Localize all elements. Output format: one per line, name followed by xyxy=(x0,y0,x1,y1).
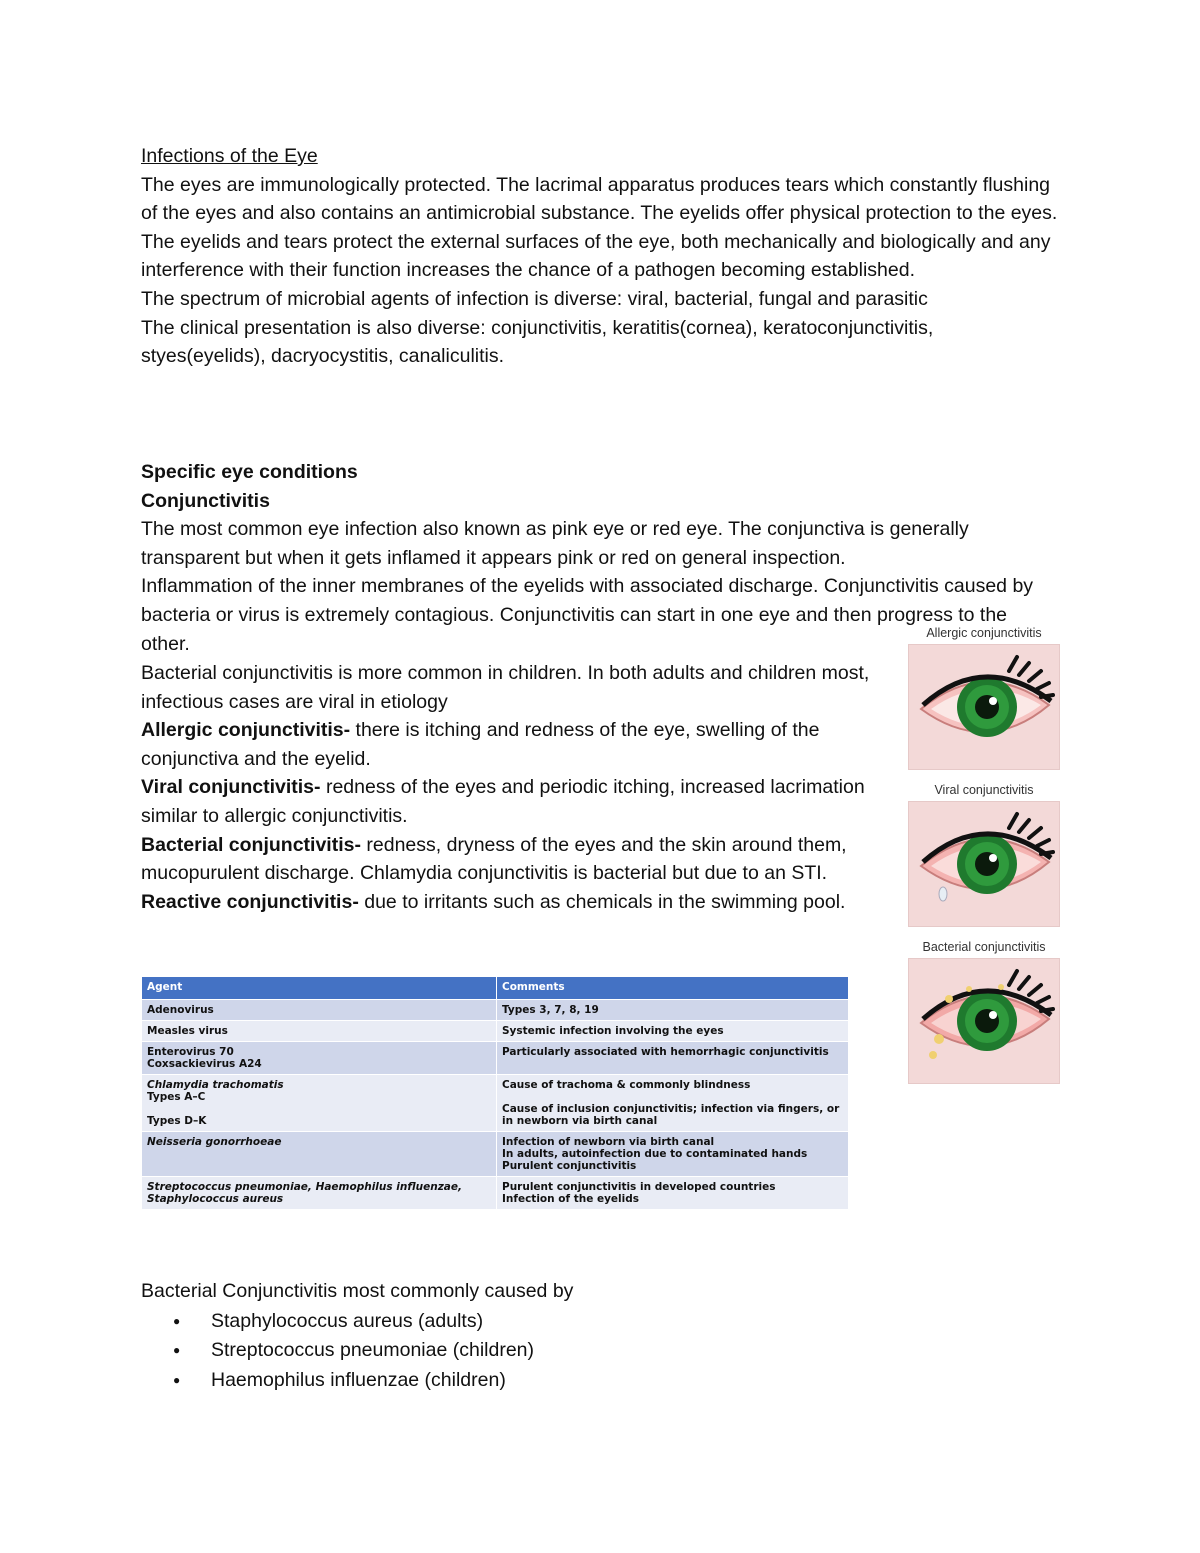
comment-text: Purulent conjunctivitis in developed countries xyxy=(502,1181,776,1193)
reactive-paragraph xyxy=(141,888,881,917)
figure-viral xyxy=(908,783,1060,927)
comments-cell xyxy=(497,1132,849,1177)
list-item: ● Haemophilus influenzae (children) xyxy=(211,1366,573,1396)
agent-text: Types A–C xyxy=(147,1091,206,1103)
table-row xyxy=(142,1021,849,1042)
agent-italic-text: Streptococcus pneumoniae, Haemophilus influenzae, Staphylococcus aureus xyxy=(147,1181,462,1205)
allergic-text: there is itching and redness of the eye, swelling of the conjunctiva and the eyelid. xyxy=(141,719,820,770)
comment-text: Infection of the eyelids xyxy=(502,1193,640,1205)
types-section xyxy=(141,659,881,916)
table-header-row xyxy=(142,977,849,1000)
bacterial-causes-section xyxy=(141,1277,573,1395)
agent-text: Adenovirus xyxy=(147,1004,214,1016)
agent-cell xyxy=(142,1042,497,1075)
comment-text: Infection of newborn via birth canal xyxy=(502,1136,715,1148)
conjunctivitis-paragraph-3: Bacterial conjunctivitis is more common in children. In both adults and children most, infectious cases are viral in etiology xyxy=(141,662,870,713)
eye-icon xyxy=(909,802,1059,926)
table-header-comments: Comments xyxy=(497,977,849,1000)
viral-text: redness of the eyes and periodic itching, increased lacrimation similar to allergic conjunctivitis. xyxy=(141,776,865,827)
figure-caption: Bacterial conjunctivitis xyxy=(922,940,1046,954)
comment-text: Purulent conjunctivitis xyxy=(502,1160,637,1172)
viral-eye-illustration xyxy=(908,801,1060,927)
viral-label: Viral conjunctivitis- xyxy=(141,776,321,799)
agent-cell xyxy=(142,1177,497,1210)
bacterial-causes-list xyxy=(141,1307,573,1396)
comments-cell xyxy=(497,1021,849,1042)
agent-text: Enterovirus 70 xyxy=(147,1046,234,1058)
table-row xyxy=(142,1177,849,1210)
viral-paragraph xyxy=(141,773,881,830)
conjunctivitis-paragraph-2-text: Inflammation of the inner membranes of the eyelids with associated discharge. Conjunctivitis caused by bacteria or virus is extremely contagious. Conjunctivitis can start in one eye and then progress to the other. xyxy=(141,575,1034,655)
bacterial-paragraph xyxy=(141,831,881,888)
bacterial-causes-intro: Bacterial Conjunctivitis most commonly caused by xyxy=(141,1280,574,1302)
intro-section xyxy=(141,142,1061,371)
table-row xyxy=(142,1132,849,1177)
allergic-label: Allergic conjunctivitis- xyxy=(141,719,351,742)
table-row xyxy=(142,1042,849,1075)
conjunctivitis-paragraph-1: The most common eye infection also known as pink eye or red eye. The conjunctiva is generally transparent but when it gets inflamed it appears pink or red on general inspection. xyxy=(141,518,969,569)
agent-cell xyxy=(142,1132,497,1177)
table-row xyxy=(142,1000,849,1021)
agent-cell xyxy=(142,1075,497,1132)
intro-paragraph-3: The spectrum of microbial agents of infection is diverse: viral, bacterial, fungal and parasitic xyxy=(141,287,928,310)
reactive-text: due to irritants such as chemicals in the swimming pool. xyxy=(358,890,846,913)
comment-text: Particularly associated with hemorrhagic conjunctivitis xyxy=(502,1046,829,1058)
intro-paragraph-2: The eyelids and tears protect the external surfaces of the eye, both mechanically and biologically and any interference with their function increases the chance of a pathogen becoming established. xyxy=(141,230,1051,282)
bacterial-text: redness, dryness of the eyes and the skin around them, mucopurulent discharge. Chlamydia conjunctivitis is bacterial but due to an STI. xyxy=(141,833,847,885)
comment-text: Cause of inclusion conjunctivitis; infection via fingers, or in newborn via birth canal xyxy=(502,1103,840,1127)
bacterial-label: Bacterial conjunctivitis- xyxy=(141,833,361,856)
figure-caption: Allergic conjunctivitis xyxy=(926,626,1042,640)
section-heading: Specific eye conditions xyxy=(141,461,358,483)
agent-text: Types D–K xyxy=(147,1115,207,1127)
agent-italic-text: Chlamydia trachomatis xyxy=(147,1079,284,1091)
comment-text: In adults, autoinfection due to contaminated hands xyxy=(502,1148,808,1160)
figure-allergic xyxy=(908,626,1060,770)
subsection-heading: Conjunctivitis xyxy=(141,489,270,512)
comment-text: Systemic infection involving the eyes xyxy=(502,1025,724,1037)
intro-paragraph-4: The clinical presentation is also diverse: conjunctivitis, keratitis(cornea), keratoconjunctivitis, styes(eyelids), dacryocystitis, canaliculitis. xyxy=(141,316,934,368)
table-header-agent: Agent xyxy=(142,977,497,1000)
comments-cell xyxy=(497,1000,849,1021)
comment-text: Types 3, 7, 8, 19 xyxy=(502,1004,599,1016)
agent-cell xyxy=(142,1021,497,1042)
comment-text: Cause of trachoma & commonly blindness xyxy=(502,1079,751,1091)
comments-cell xyxy=(497,1042,849,1075)
intro-paragraph-1: The eyes are immunologically protected. The lacrimal apparatus produces tears which constantly flushing of the eyes and also contains an antimicrobial substance. The eyelids offer physical protection to the eyes. xyxy=(141,173,1058,225)
table-row xyxy=(142,1075,849,1132)
agent-text: Coxsackievirus A24 xyxy=(147,1058,262,1070)
figure-bacterial xyxy=(908,940,1060,1084)
agents-table xyxy=(141,976,849,1210)
comments-cell xyxy=(497,1075,849,1132)
comments-cell xyxy=(497,1177,849,1210)
figure-caption: Viral conjunctivitis xyxy=(934,783,1034,797)
agent-text: Measles virus xyxy=(147,1025,228,1037)
reactive-label: Reactive conjunctivitis- xyxy=(141,890,359,913)
list-item: ● Streptococcus pneumoniae (children) xyxy=(211,1336,573,1366)
eye-icon xyxy=(909,959,1059,1083)
agent-italic-text: Neisseria gonorrhoeae xyxy=(147,1136,282,1148)
page-title: Infections of the Eye xyxy=(141,145,318,167)
allergic-eye-illustration xyxy=(908,644,1060,770)
bacterial-eye-illustration xyxy=(908,958,1060,1084)
agent-cell xyxy=(142,1000,497,1021)
allergic-paragraph xyxy=(141,716,881,773)
list-item: ● Staphylococcus aureus (adults) xyxy=(211,1307,573,1337)
eye-icon xyxy=(909,645,1059,769)
